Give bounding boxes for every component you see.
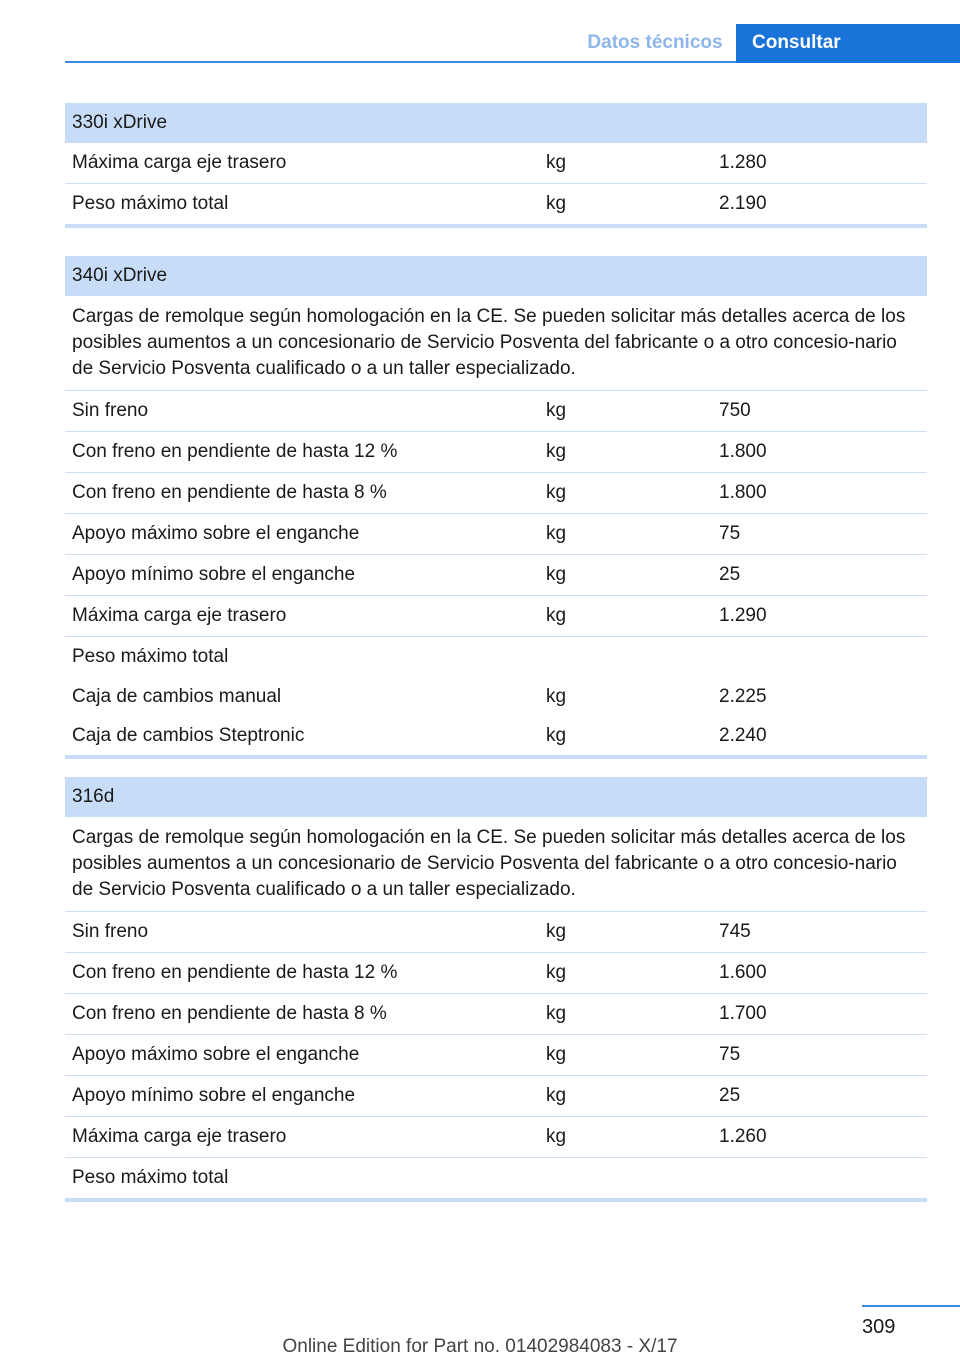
table-row (65, 1158, 927, 1198)
row-label: Apoyo máximo sobre el enganche (72, 523, 360, 544)
row-value: 75 (719, 523, 741, 544)
row-value: 1.700 (719, 1003, 767, 1024)
row-value: 2.190 (719, 193, 767, 214)
row-label: Máxima carga eje trasero (72, 152, 287, 173)
breadcrumb[interactable]: Datos técnicos (587, 32, 723, 53)
table-end-rule (65, 224, 927, 228)
row-unit: kg (546, 725, 567, 746)
table-row (65, 953, 927, 994)
row-value: 1.600 (719, 962, 767, 983)
table-row (65, 596, 927, 637)
row-value: 1.800 (719, 482, 767, 503)
table-row (65, 677, 927, 716)
table-row (65, 391, 927, 432)
row-label: Peso máximo total (72, 1167, 229, 1188)
table-row (65, 473, 927, 514)
page-number: 309 (862, 1316, 896, 1338)
table-row (65, 514, 927, 555)
row-label: Apoyo mínimo sobre el enganche (72, 564, 356, 585)
row-label: Máxima carga eje trasero (72, 605, 287, 626)
row-label: Sin freno (72, 921, 149, 942)
row-label: Peso máximo total (72, 193, 229, 214)
row-unit: kg (546, 921, 567, 942)
row-unit: kg (546, 1085, 567, 1106)
row-unit: kg (546, 152, 567, 173)
table-title: 340i xDrive (65, 256, 927, 296)
table-row (65, 184, 927, 224)
row-value: 750 (719, 400, 751, 421)
row-label: Máxima carga eje trasero (72, 1126, 287, 1147)
table-row (65, 1076, 927, 1117)
row-label: Apoyo máximo sobre el enganche (72, 1044, 360, 1065)
table-row (65, 555, 927, 596)
table-row (65, 994, 927, 1035)
row-unit: kg (546, 605, 567, 626)
table-row (65, 143, 927, 184)
table-row (65, 432, 927, 473)
row-label: Sin freno (72, 400, 149, 421)
table-row (65, 1035, 927, 1076)
row-label: Con freno en pendiente de hasta 12 % (72, 441, 398, 462)
table-row (65, 716, 927, 755)
row-unit: kg (546, 193, 567, 214)
table-title: 330i xDrive (65, 103, 927, 143)
row-unit: kg (546, 441, 567, 462)
table-note: Cargas de remolque según homologación en la CE. Se pueden solicitar más detalles acerca de los posibles aumentos a un concesionario de Servicio Posventa del fabricante o a otro concesio-nario de Servicio Posventa cualificado o a un taller especializado. (65, 817, 927, 912)
row-value: 2.225 (719, 686, 767, 707)
table-316d (65, 777, 927, 1202)
row-unit: kg (546, 482, 567, 503)
row-unit: kg (546, 400, 567, 421)
row-value: 25 (719, 1085, 741, 1106)
row-label: Con freno en pendiente de hasta 12 % (72, 962, 398, 983)
row-value: 1.800 (719, 441, 767, 462)
row-label: Caja de cambios manual (72, 686, 282, 707)
table-end-rule (65, 1198, 927, 1202)
row-value: 1.260 (719, 1126, 767, 1147)
row-unit: kg (546, 1044, 567, 1065)
row-value: 2.240 (719, 725, 767, 746)
table-title: 316d (65, 777, 927, 817)
tab-consultar[interactable]: Consultar (736, 24, 960, 63)
table-note: Cargas de remolque según homologación en la CE. Se pueden solicitar más detalles acerca de los posibles aumentos a un concesionario de Servicio Posventa del fabricante o a otro concesio-nario de Servicio Posventa cualificado o a un taller especializado. (65, 296, 927, 391)
row-value: 745 (719, 921, 751, 942)
row-value: 75 (719, 1044, 741, 1065)
table-row (65, 1117, 927, 1158)
row-unit: kg (546, 1003, 567, 1024)
row-label: Con freno en pendiente de hasta 8 % (72, 482, 387, 503)
row-label: Con freno en pendiente de hasta 8 % (72, 1003, 387, 1024)
row-unit: kg (546, 686, 567, 707)
row-value: 1.290 (719, 605, 767, 626)
row-unit: kg (546, 523, 567, 544)
footer-edition: Online Edition for Part no. 01402984083 - X/17 (282, 1336, 678, 1357)
row-value: 25 (719, 564, 741, 585)
page-number-rule (862, 1305, 960, 1307)
table-340i-xdrive (65, 256, 927, 759)
row-label: Apoyo mínimo sobre el enganche (72, 1085, 356, 1106)
table-row (65, 912, 927, 953)
row-unit: kg (546, 962, 567, 983)
row-label: Peso máximo total (72, 646, 229, 667)
table-330i-xdrive (65, 103, 927, 228)
row-value: 1.280 (719, 152, 767, 173)
row-unit: kg (546, 564, 567, 585)
row-label: Caja de cambios Steptronic (72, 725, 305, 746)
table-row (65, 637, 927, 677)
row-unit: kg (546, 1126, 567, 1147)
